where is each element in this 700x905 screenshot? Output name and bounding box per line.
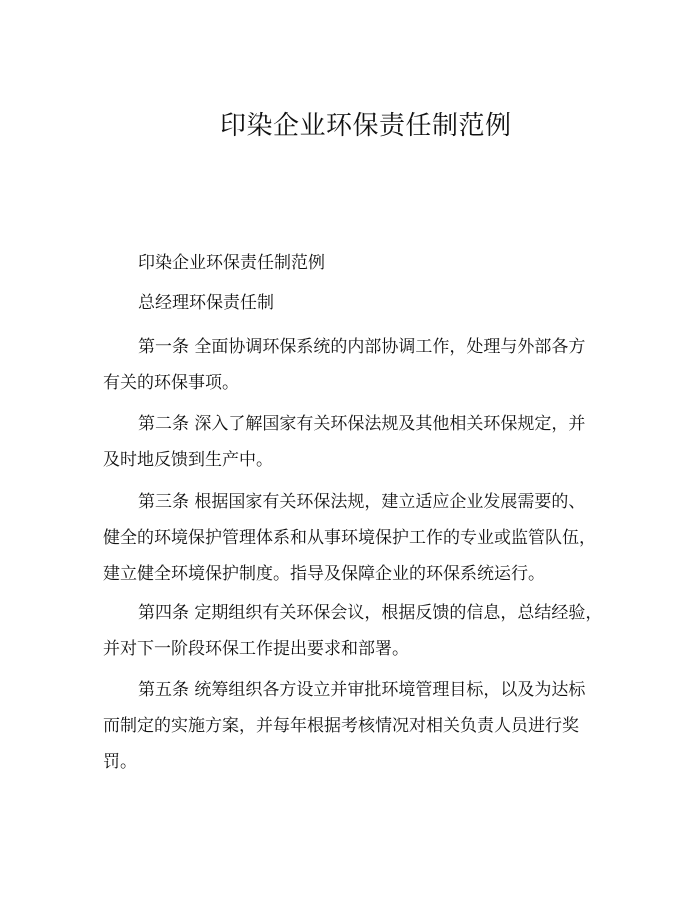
section-heading-paragraph [103, 285, 613, 321]
article-2-line-2: 及时地反馈到生产中。 [103, 450, 273, 470]
article-5-line-1: 第五条 统筹组织各方设立并审批环境管理目标，以及为达标 [138, 680, 586, 700]
document-title: 印染企业环保责任制范例 [220, 111, 512, 141]
section-heading: 总经理环保责任制 [138, 293, 274, 313]
article-1 [103, 329, 613, 401]
article-3-line-1: 第三条 根据国家有关环保法规，建立适应企业发展需要的、 [138, 492, 586, 512]
article-2 [103, 406, 613, 478]
article-5-line-2: 而制定的实施方案，并每年根据考核情况对相关负责人员进行奖 [103, 716, 579, 736]
article-3-line-2: 健全的环境保护管理体系和从事环境保护工作的专业或监管队伍， [103, 528, 596, 548]
article-4 [103, 595, 613, 667]
article-5 [103, 672, 613, 780]
subtitle-line: 印染企业环保责任制范例 [138, 253, 325, 273]
article-3-line-3: 建立健全环境保护制度。指导及保障企业的环保系统运行。 [103, 564, 545, 584]
subtitle-paragraph [103, 245, 613, 281]
article-3 [103, 484, 613, 592]
article-5-line-3: 罚。 [103, 752, 137, 772]
article-4-line-1: 第四条 定期组织有关环保会议，根据反馈的信息，总结经验， [138, 603, 603, 623]
article-1-line-1: 第一条 全面协调环保系统的内部协调工作，处理与外部各方 [138, 337, 586, 357]
article-2-line-1: 第二条 深入了解国家有关环保法规及其他相关环保规定，并 [138, 414, 586, 434]
article-4-line-2: 并对下一阶段环保工作提出要求和部署。 [103, 639, 409, 659]
article-1-line-2: 有关的环保事项。 [103, 373, 239, 393]
